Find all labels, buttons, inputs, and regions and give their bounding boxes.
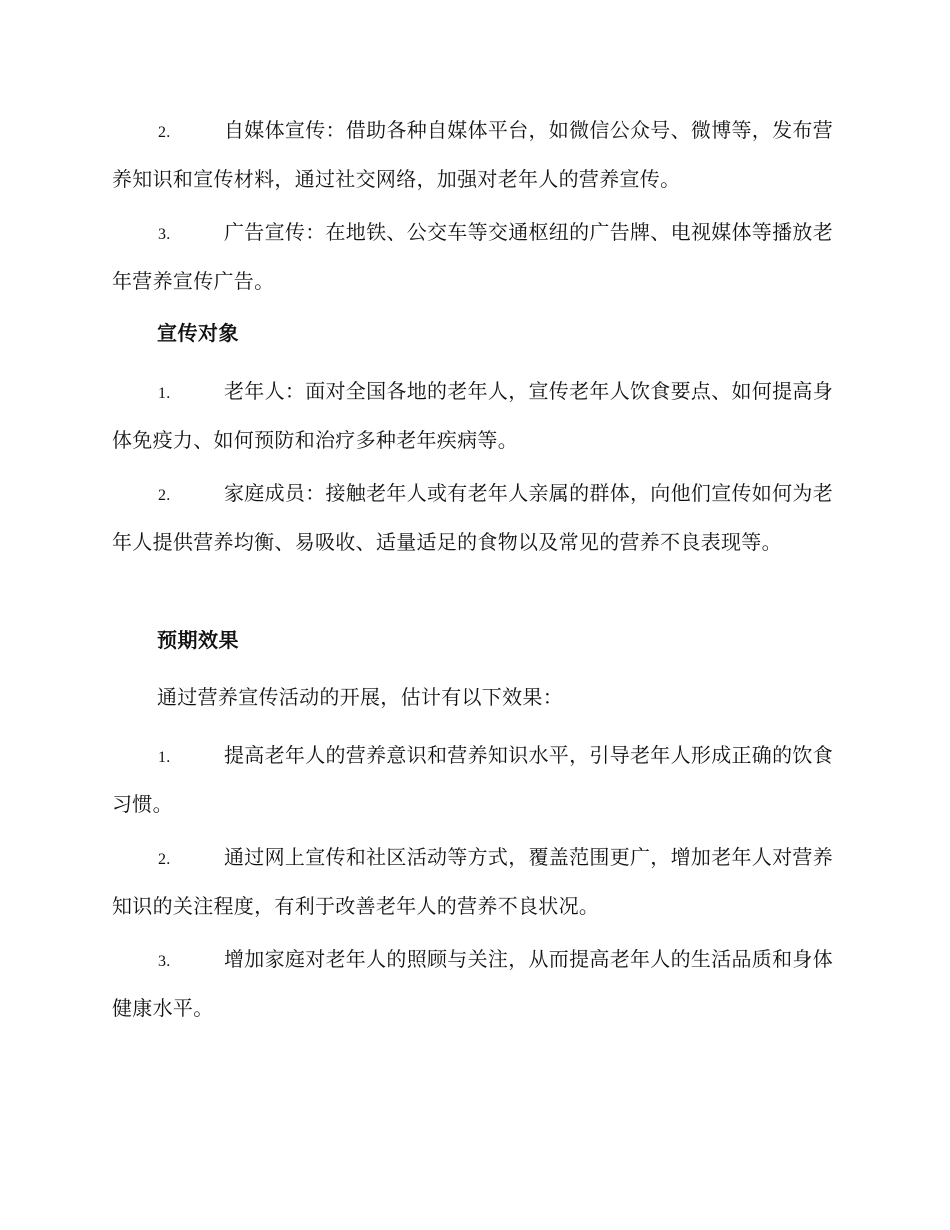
- list-text: 老年人：面对全国各地的老年人，宣传老年人饮食要点、如何提高身体免疫力、如何预防和治疗多种老年疾病等。: [112, 379, 833, 452]
- list-item: [112, 470, 836, 565]
- list-text: 家庭成员：接触老年人或有老年人亲属的群体，向他们宣传如何为老年人提供营养均衡、易吸收、适量适足的食物以及常见的营养不良表现等。: [112, 481, 833, 554]
- list-text: 增加家庭对老年人的照顾与关注，从而提高老年人的生活品质和身体健康水平。: [112, 947, 833, 1020]
- effects-intro: 通过营养宣传活动的开展，估计有以下效果：: [157, 685, 563, 709]
- list-item: [112, 834, 836, 929]
- list-item: [112, 368, 836, 463]
- list-text: 通过网上宣传和社区活动等方式，覆盖范围更广，增加老年人对营养知识的关注程度，有利于改善老年人的营养不良状况。: [112, 845, 833, 918]
- section-heading-audience: 宣传对象: [157, 321, 239, 345]
- section-heading-effects: 预期效果: [157, 628, 239, 652]
- list-number: 3.: [158, 953, 171, 970]
- list-item: [112, 936, 836, 1031]
- list-item: [112, 732, 836, 827]
- list-item: [112, 209, 836, 304]
- list-number: 2.: [158, 487, 171, 504]
- list-text: 广告宣传：在地铁、公交车等交通枢纽的广告牌、电视媒体等播放老年营养宣传广告。: [112, 220, 833, 293]
- list-number: 3.: [158, 226, 171, 243]
- list-number: 2.: [158, 851, 171, 868]
- list-number: 1.: [158, 749, 171, 766]
- list-number: 2.: [158, 124, 171, 141]
- list-item: [112, 107, 836, 202]
- list-number: 1.: [158, 385, 171, 402]
- list-text: 提高老年人的营养意识和营养知识水平，引导老年人形成正确的饮食习惯。: [112, 743, 833, 816]
- list-text: 自媒体宣传：借助各种自媒体平台，如微信公众号、微博等，发布营养知识和宣传材料，通过社交网络，加强对老年人的营养宣传。: [112, 118, 833, 191]
